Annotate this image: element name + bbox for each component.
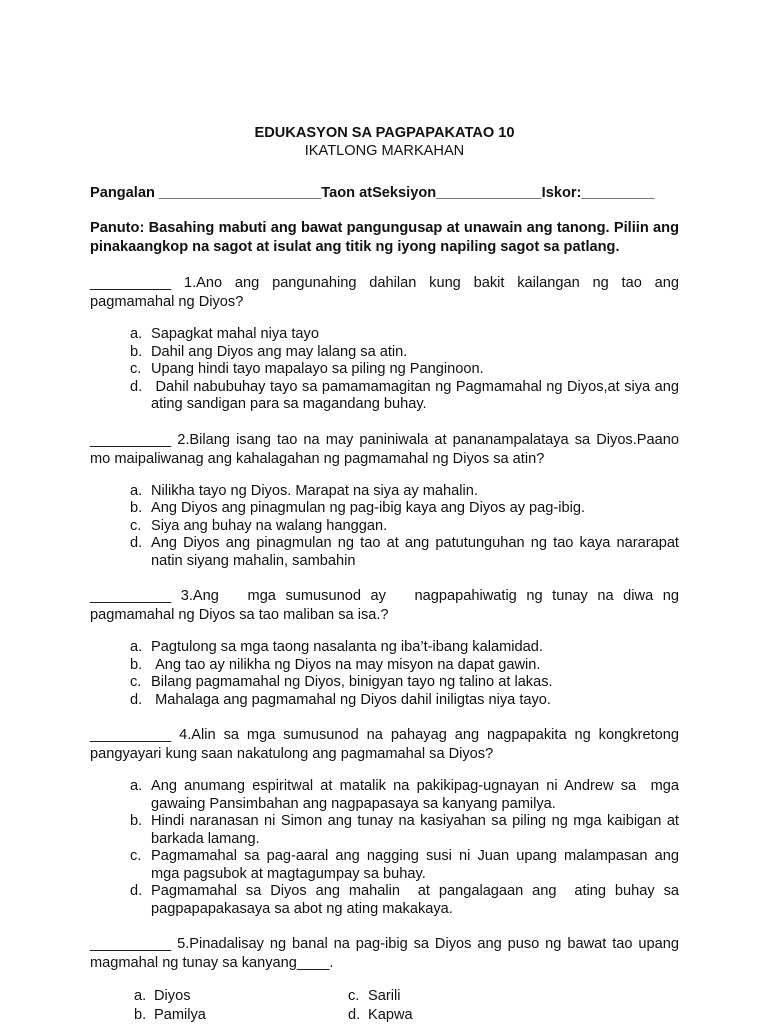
choice-text: Sapagkat mahal niya tayo bbox=[151, 326, 319, 342]
answer-blank: __________ bbox=[90, 727, 172, 743]
choice-letter: c. bbox=[130, 361, 142, 377]
student-info-line: Pangalan ____________________Taon atSeksiyon_____________Iskor:_________ bbox=[90, 185, 655, 201]
question-text: Pinadalisay ng banal na pag-ibig sa Diyos ang puso ng bawat tao upang magmahal ng tunay sa kanyang____. bbox=[90, 936, 684, 971]
choice-text: Pagmamahal sa Diyos ang mahalin at pangalagaan ang ating buhay sa pagpapapakasaya sa abot ng ating makakaya. bbox=[151, 883, 684, 917]
choice-text: Pamilya bbox=[154, 1007, 206, 1023]
choice-b bbox=[130, 500, 679, 518]
choice-d bbox=[130, 535, 684, 570]
choice-c bbox=[130, 361, 679, 379]
choice-text: Dahil nabubuhay tayo sa pamamamagitan ng Pagmamahal ng Diyos,at siya ang ating sandigan para sa magandang buhay. bbox=[151, 378, 684, 412]
choice-d bbox=[130, 692, 679, 710]
question-3 bbox=[90, 587, 684, 625]
choice-letter: c. bbox=[130, 848, 142, 864]
choice-text: Ang Diyos ang pinagmulan ng tao at ang patutunguhan ng tao kaya nararapat natin siyang mahalin, sambahin bbox=[151, 535, 684, 569]
choice-letter: d. bbox=[348, 1007, 361, 1023]
choice-letter: a. bbox=[130, 778, 143, 794]
choice-c bbox=[130, 848, 684, 883]
choice-letter: b. bbox=[130, 656, 143, 673]
choice-c bbox=[130, 674, 679, 692]
answer-blank: __________ bbox=[90, 588, 172, 604]
question-5 bbox=[90, 935, 684, 973]
choice-letter: a. bbox=[130, 326, 143, 342]
choice-text: Diyos bbox=[154, 988, 191, 1004]
instructions: Panuto: Basahing mabuti ang bawat pangungusap at unawain ang tanong. Piliin ang pinakaangkop na sagot at isulat ang titik ng iyong napiling sagot sa patlang. bbox=[90, 220, 679, 255]
question-text: Alin sa mga sumusunod na pahayag ang nagpapakita ng kongkretong pangyayari kung saan nakatulong ang pagmamahal sa Diyos? bbox=[90, 727, 684, 762]
choice-text: Ang anumang espiritwal at matalik na pakikipag-ugnayan ni Andrew sa mga gawaing Pansimbahan ang nagpapasaya sa kanyang pamilya. bbox=[151, 778, 684, 812]
choice-letter: a. bbox=[134, 988, 147, 1004]
choice-text: Ang Diyos ang pinagmulan ng pag-ibig kaya ang Diyos ay pag-ibig. bbox=[151, 500, 586, 516]
answer-blank: __________ bbox=[90, 431, 172, 448]
choice-b bbox=[134, 1006, 348, 1024]
question-1 bbox=[90, 274, 684, 312]
choice-text: Pagtulong sa mga taong nasalanta ng iba’t-ibang kalamidad. bbox=[151, 639, 543, 655]
question-number: 3. bbox=[171, 588, 193, 604]
question-text: Bilang isang tao na may paniniwala at pananampalataya sa Diyos.Paano mo maipaliwanag ang kahalagahan ng pagmamahal ng Diyos sa atin? bbox=[90, 431, 684, 467]
choice-text: Dahil ang Diyos ang may lalang sa atin. bbox=[151, 343, 408, 360]
choice-letter: c. bbox=[130, 674, 142, 690]
choices-list bbox=[90, 326, 684, 414]
choice-text: Upang hindi tayo mapalayo sa piling ng Panginoon. bbox=[151, 361, 484, 377]
choice-letter: b. bbox=[130, 500, 143, 516]
choice-letter: c. bbox=[348, 988, 360, 1004]
choice-letter: a. bbox=[130, 639, 143, 655]
answer-blank: __________ bbox=[90, 936, 172, 952]
choice-a bbox=[130, 639, 679, 657]
choice-b bbox=[130, 813, 684, 848]
choice-letter: b. bbox=[134, 1007, 147, 1023]
choice-letter: d. bbox=[130, 883, 143, 899]
exam-subtitle: IKATLONG MARKAHAN bbox=[304, 143, 465, 159]
choice-text: Kapwa bbox=[368, 1007, 413, 1023]
choice-a bbox=[130, 326, 679, 344]
choice-text: Sarili bbox=[368, 988, 401, 1004]
exam-title: EDUKASYON SA PAGPAPAKATAO 10 bbox=[254, 125, 515, 141]
choice-d bbox=[348, 1006, 548, 1024]
choice-a bbox=[130, 483, 679, 501]
question-text: Ang mga sumusunod ay nagpapahiwatig ng tunay na diwa ng pagmamahal ng Diyos sa tao maliban sa isa.? bbox=[90, 588, 684, 623]
choice-text: Bilang pagmamahal ng Diyos, binigyan tayo ng talino at lakas. bbox=[151, 674, 553, 690]
choice-text: Hindi naranasan ni Simon ang tunay na kasiyahan sa piling ng mga kaibigan at barkada lamang. bbox=[151, 813, 684, 847]
choice-letter: b. bbox=[130, 813, 143, 829]
choice-b bbox=[130, 344, 679, 362]
choice-d bbox=[130, 883, 684, 918]
choices-list bbox=[90, 482, 684, 571]
question-4 bbox=[90, 726, 684, 764]
choices-list bbox=[90, 778, 684, 918]
choice-letter: d. bbox=[130, 378, 143, 395]
choice-text: Pagmamahal sa pag-aaral ang nagging susi ni Juan upang malampasan ang mga pagsubok at magtagumpay sa buhay. bbox=[151, 848, 684, 882]
exam-page bbox=[90, 124, 684, 1024]
choice-b bbox=[130, 657, 679, 675]
question-number: 2. bbox=[171, 431, 190, 448]
choice-text: Ang tao ay nilikha ng Diyos na may misyon na dapat gawin. bbox=[151, 656, 541, 673]
choices-list bbox=[90, 639, 679, 709]
choice-letter: d. bbox=[130, 691, 143, 708]
choice-letter: b. bbox=[130, 343, 143, 360]
question-number: 4. bbox=[171, 727, 192, 743]
choice-c bbox=[130, 518, 679, 536]
choice-c bbox=[348, 987, 548, 1005]
choice-a bbox=[134, 987, 348, 1005]
choice-a bbox=[130, 778, 684, 813]
choice-letter: a. bbox=[130, 482, 143, 499]
choice-letter: d. bbox=[130, 535, 143, 551]
choice-text: Siya ang buhay na walang hanggan. bbox=[151, 517, 388, 534]
choice-text: Nilikha tayo ng Diyos. Marapat na siya ay mahalin. bbox=[151, 482, 478, 499]
question-number: 5. bbox=[171, 936, 190, 952]
answer-blank: __________ bbox=[90, 275, 172, 291]
choice-text: Mahalaga ang pagmamahal ng Diyos dahil iniligtas niya tayo. bbox=[151, 691, 551, 708]
question-text: Ano ang pangunahing dahilan kung bakit kailangan ng tao ang pagmamahal ng Diyos? bbox=[90, 275, 684, 310]
choice-d bbox=[130, 378, 684, 414]
question-2 bbox=[90, 431, 684, 469]
question-number: 1. bbox=[171, 275, 197, 291]
choices-grid bbox=[90, 987, 679, 1024]
choice-letter: c. bbox=[130, 517, 142, 534]
